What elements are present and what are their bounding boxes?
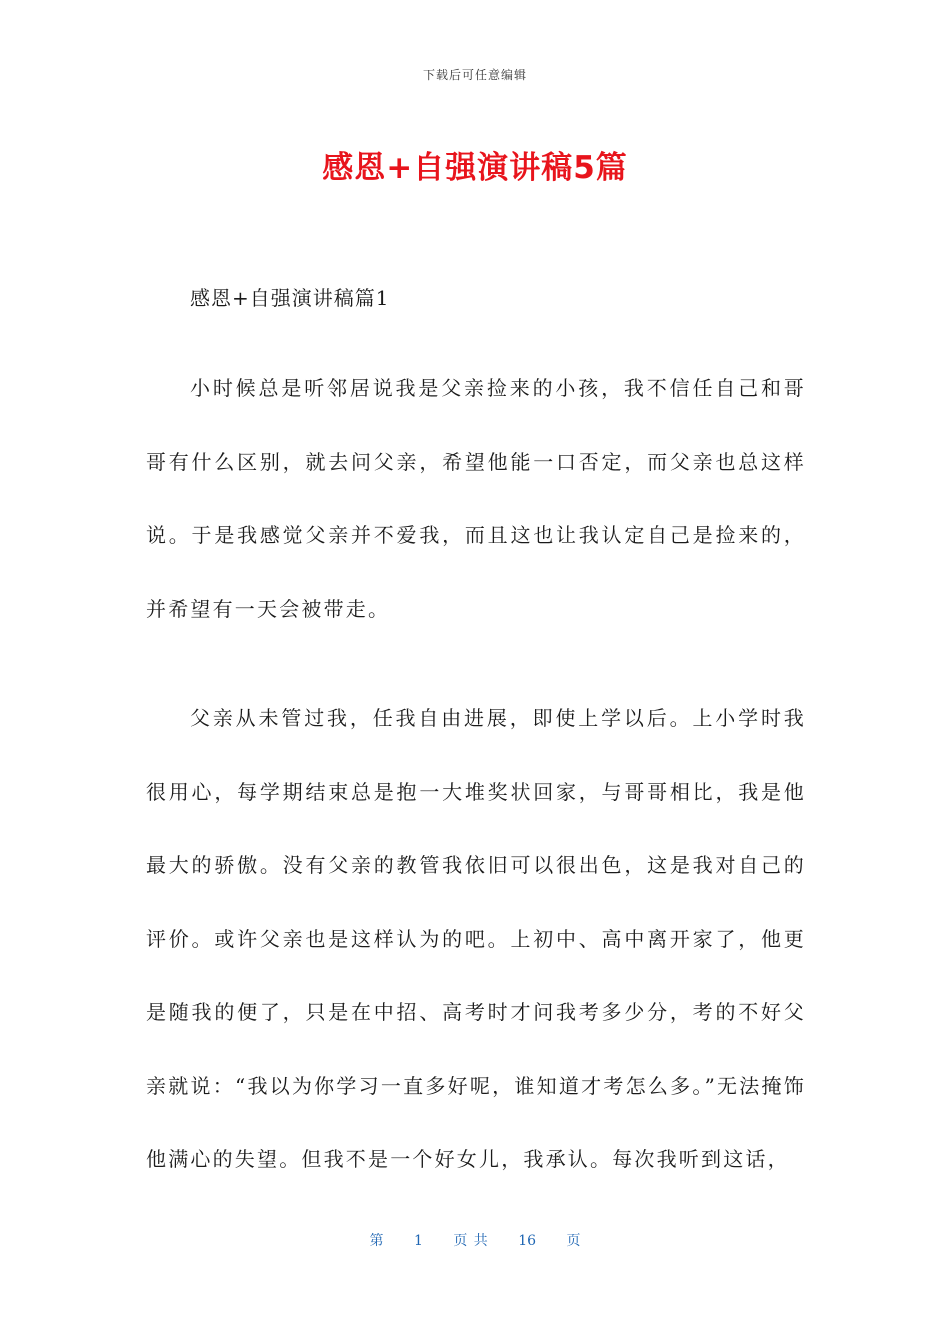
page-current: 1 (413, 1233, 423, 1249)
paragraph: 小时候总是听邻居说我是父亲捡来的小孩，我不信任自己和哥哥有什么区别，就去问父亲，希望他能一口否定，而父亲也总这样说。于是我感觉父亲并不爱我，而且这也让我认定自己是捡来的，并希望有一天会被带走。 (146, 376, 806, 621)
page-suffix: 页 (566, 1233, 581, 1249)
page-middle: 页 共 (453, 1233, 488, 1249)
page-total: 16 (518, 1233, 537, 1249)
paragraph-block-1 (146, 352, 806, 646)
document-body (146, 280, 806, 1197)
document-title: 感恩+自强演讲稿5篇 (322, 150, 628, 186)
section-heading: 感恩+自强演讲稿篇1 (190, 286, 390, 310)
paragraph-block-2 (146, 682, 806, 1197)
header-note: 下载后可任意编辑 (422, 68, 527, 82)
page-prefix: 第 (369, 1233, 384, 1249)
page-footer (0, 1230, 950, 1250)
paragraph: 父亲从未管过我，任我自由进展，即使上学以后。上小学时我很用心，每学期结束总是抱一大堆奖状回家，与哥哥相比，我是他最大的骄傲。没有父亲的教管我依旧可以很出色，这是我对自己的评价。或许父亲也是这样认为的吧。上初中、高中离开家了，他更是随我的便了，只是在中招、高考时才问我考多少分，考的不好父亲就说：“我以为你学习一直多好呢，谁知道才考怎么多。”无法掩饰他满心的失望。但我不是一个好女儿，我承认。每次我听到这话， (146, 706, 806, 1171)
